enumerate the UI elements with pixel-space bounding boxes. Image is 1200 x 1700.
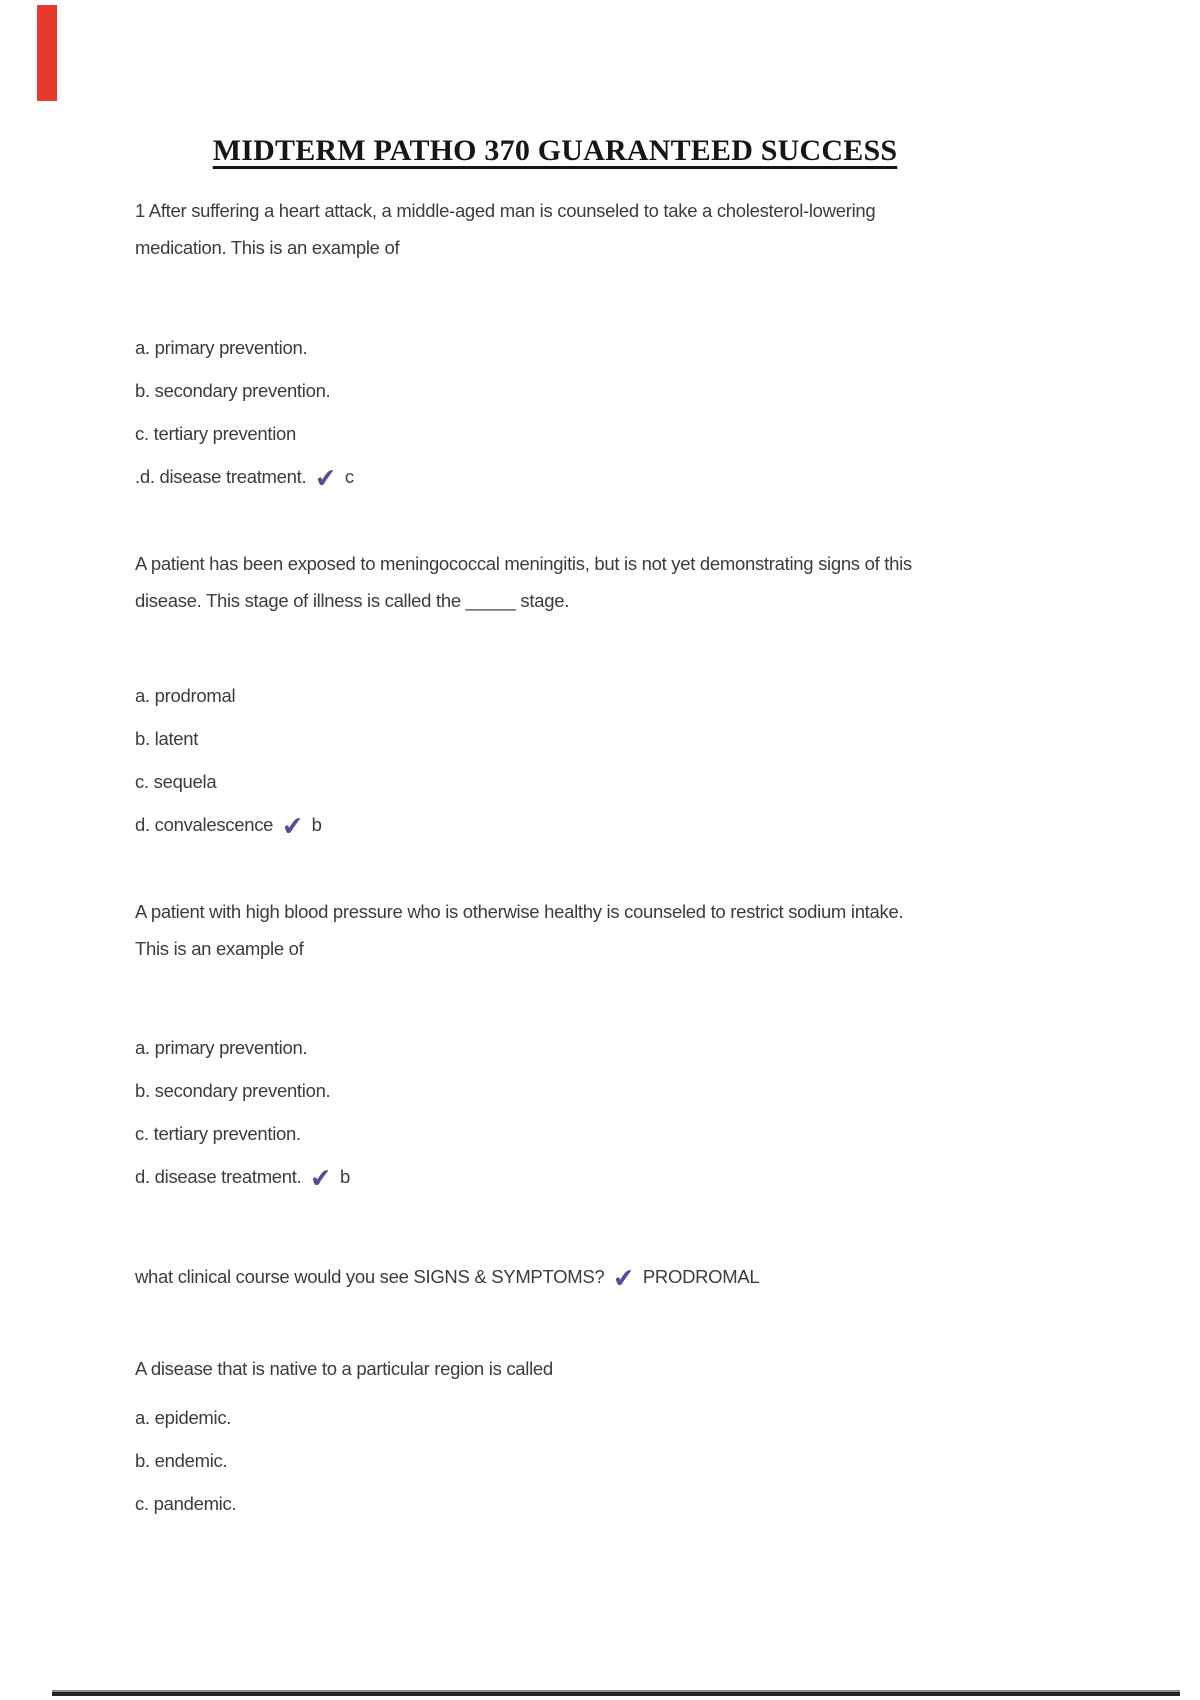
red-bookmark-bar [37, 5, 57, 101]
question-2-options [135, 674, 322, 846]
option-b: b. endemic. [135, 1450, 228, 1471]
option-text: .d. disease treatment. [135, 466, 307, 487]
question-line: medication. This is an example of [135, 237, 400, 258]
question-line: A patient with high blood pressure who is otherwise healthy is counseled to restrict sodium intake. [135, 901, 904, 922]
option-d [135, 803, 322, 846]
question-line [135, 1258, 759, 1298]
option-b: b. secondary prevention. [135, 1080, 331, 1101]
question-2-text [135, 545, 912, 619]
question-line: A patient has been exposed to meningococcal meningitis, but is not yet demonstrating signs of this [135, 553, 912, 574]
page-title: MIDTERM PATHO 370 GUARANTEED SUCCESS [212, 134, 898, 167]
question-3-options [135, 1026, 350, 1198]
answer-check-icon: ✔ [612, 1263, 636, 1295]
answer-check-icon: ✔ [314, 463, 338, 495]
answer-letter: c [344, 466, 354, 487]
page-bottom-rule [52, 1690, 1180, 1696]
option-a: a. primary prevention. [135, 1037, 308, 1058]
option-text: d. convalescence [135, 814, 274, 835]
question-line: This is an example of [135, 938, 304, 959]
option-c: c. pandemic. [135, 1493, 237, 1514]
answer-check-icon: ✔ [281, 811, 305, 843]
question-text: what clinical course would you see SIGNS & SYMPTOMS? [135, 1266, 605, 1287]
question-5-text [135, 1350, 553, 1387]
question-3-text [135, 893, 903, 967]
option-c: c. sequela [135, 771, 217, 792]
answer-check-icon: ✔ [309, 1163, 333, 1195]
answer-word: PRODROMAL [642, 1266, 760, 1287]
answer-letter: b [339, 1166, 350, 1187]
option-b: b. latent [135, 728, 199, 749]
option-a: a. prodromal [135, 685, 236, 706]
option-c: c. tertiary prevention. [135, 1123, 301, 1144]
option-d [135, 1155, 350, 1198]
option-c: c. tertiary prevention [135, 423, 297, 444]
question-4-text [135, 1258, 759, 1298]
question-5-options [135, 1396, 236, 1525]
answer-letter: b [311, 814, 322, 835]
question-line: A disease that is native to a particular region is called [135, 1358, 553, 1379]
option-d [135, 455, 354, 498]
question-1-options [135, 326, 354, 498]
option-a: a. primary prevention. [135, 337, 308, 358]
option-a: a. epidemic. [135, 1407, 232, 1428]
option-b: b. secondary prevention. [135, 380, 331, 401]
question-line: 1 After suffering a heart attack, a middle-aged man is counseled to take a cholesterol-lowering [135, 200, 876, 221]
question-line: disease. This stage of illness is called the _____ stage. [135, 590, 570, 611]
option-text: d. disease treatment. [135, 1166, 302, 1187]
question-1-text [135, 192, 875, 266]
